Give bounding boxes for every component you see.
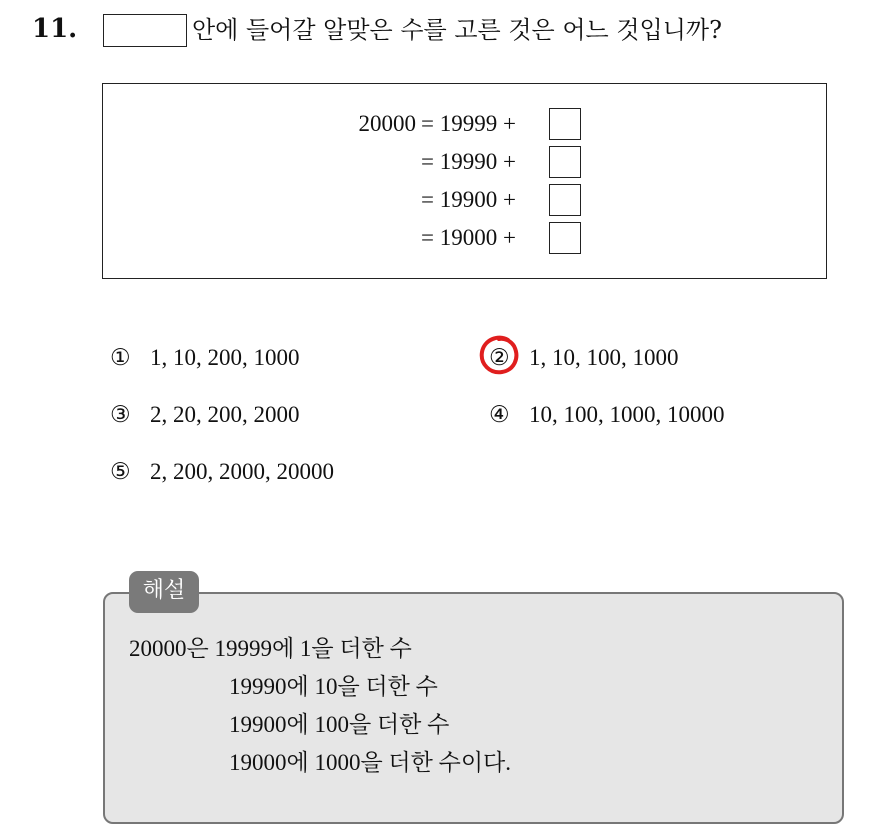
equation-rhs: = 19999 + <box>421 111 516 136</box>
equation-rhs: = 19900 + <box>421 187 516 212</box>
choice-4[interactable] <box>489 398 725 432</box>
equation-rhs: = 19990 + <box>421 149 516 174</box>
solution-line-4: 19000에 1000을 더한 수이다. <box>229 750 512 775</box>
choice-text: 2, 200, 2000, 20000 <box>150 459 334 484</box>
choice-number: ② <box>489 345 510 370</box>
equation-row-4 <box>103 221 828 255</box>
choice-text: 2, 20, 200, 2000 <box>150 402 300 427</box>
question-text: 안에 들어갈 알맞은 수를 고른 것은 어느 것입니까? <box>192 16 722 44</box>
blank-square <box>549 184 581 216</box>
choice-5[interactable] <box>110 455 334 489</box>
choice-number: ⑤ <box>110 459 131 484</box>
blank-square <box>549 222 581 254</box>
choice-number: ④ <box>489 402 510 427</box>
answer-blank-box <box>103 14 187 47</box>
choice-3[interactable] <box>110 398 300 432</box>
equation-row-2 <box>103 145 828 179</box>
solution-line-2: 19990에 10을 더한 수 <box>229 674 438 699</box>
solution-line-3: 19900에 100을 더한 수 <box>229 712 450 737</box>
choice-text: 1, 10, 200, 1000 <box>150 345 300 370</box>
solution-line-1: 20000은 19999에 1을 더한 수 <box>129 636 412 661</box>
choice-text: 10, 100, 1000, 10000 <box>529 402 725 427</box>
choice-number: ① <box>110 345 131 370</box>
solution-panel <box>103 592 844 824</box>
blank-square <box>549 146 581 178</box>
solution-tab-label: 해설 <box>129 571 199 613</box>
choice-2[interactable] <box>489 341 679 375</box>
equation-row-1 <box>103 107 828 141</box>
choice-number: ③ <box>110 402 131 427</box>
choice-1[interactable] <box>110 341 300 375</box>
choice-text: 1, 10, 100, 1000 <box>529 345 679 370</box>
blank-square <box>549 108 581 140</box>
equation-box <box>102 83 827 279</box>
equation-row-3 <box>103 183 828 217</box>
question-number: 11. <box>32 14 78 44</box>
equation-rhs: = 19000 + <box>421 225 516 250</box>
equation-lhs: 20000 <box>358 111 416 136</box>
